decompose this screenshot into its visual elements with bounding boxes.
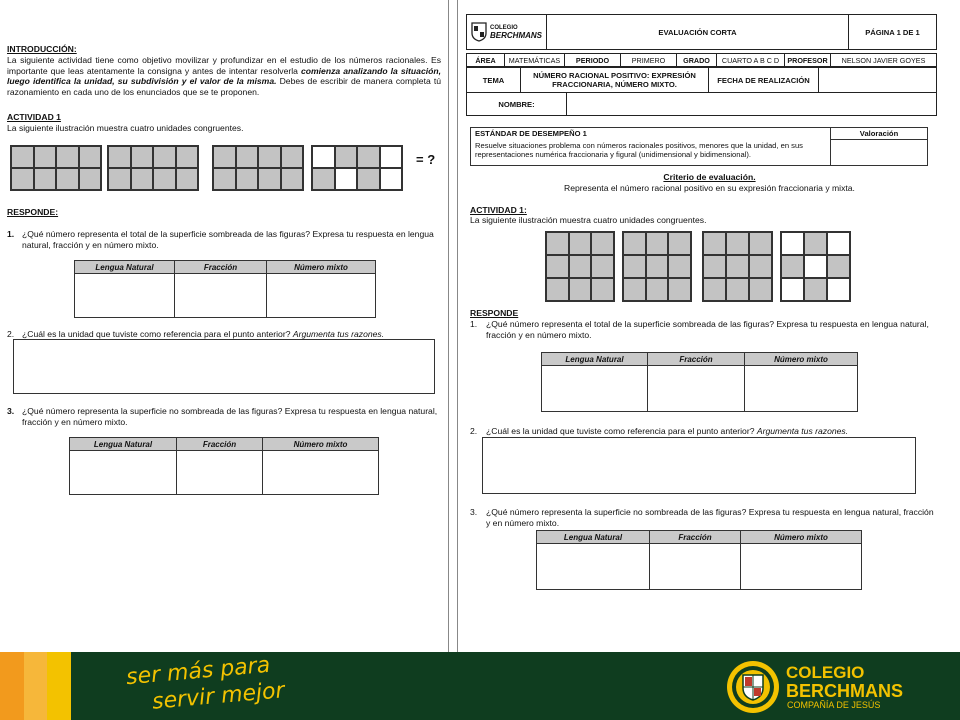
responde-label: RESPONDE: xyxy=(7,207,59,217)
criteria-title: Criterio de evaluación. xyxy=(663,172,756,182)
shaded-cell xyxy=(258,146,281,168)
unshaded-cell xyxy=(312,146,335,168)
unit-figure-3 xyxy=(212,145,304,191)
q2-question: ¿Cuál es la unidad que tuviste como referencia para el punto anterior? xyxy=(22,329,293,339)
q3-text: ¿Qué número representa la superficie no sombreada de las figuras? Expresa tu respuesta en lengua natural, fracción y en número mixto. xyxy=(22,406,438,427)
shaded-cell xyxy=(56,168,79,190)
shaded-cell xyxy=(646,255,669,278)
col-fraccion: Fracción xyxy=(177,438,263,451)
shaded-cell xyxy=(281,168,304,190)
answer-cell-fraccion[interactable] xyxy=(650,544,741,590)
shaded-cell xyxy=(827,255,850,278)
intro-title: INTRODUCCIÓN: xyxy=(7,44,77,54)
answer-cell-numero-mixto[interactable] xyxy=(263,451,379,495)
logo-cell xyxy=(467,15,547,50)
shaded-cell xyxy=(646,278,669,301)
shaded-cell xyxy=(131,146,154,168)
shaded-cell xyxy=(623,232,646,255)
criteria-text: Representa el número racional positivo en su expresión fraccionaria y mixta. xyxy=(564,183,855,193)
shaded-cell xyxy=(79,146,102,168)
col-lengua-natural: Lengua Natural xyxy=(537,531,650,544)
col-lengua-natural: Lengua Natural xyxy=(75,261,175,274)
q2-text xyxy=(22,329,442,340)
brand-berchmans: BERCHMANS xyxy=(786,681,903,701)
shaded-cell xyxy=(56,146,79,168)
shaded-cell xyxy=(34,146,57,168)
q2-answer-box[interactable] xyxy=(482,437,916,494)
answer-cell-numero-mixto[interactable] xyxy=(741,544,862,590)
left-worksheet-page xyxy=(0,0,449,652)
activity-title: ACTIVIDAD 1: xyxy=(470,205,527,215)
page-gap xyxy=(449,0,457,652)
q1-answer-table xyxy=(74,260,376,318)
unshaded-cell xyxy=(827,278,850,301)
footer-stripe-orange xyxy=(0,652,24,720)
shaded-cell xyxy=(591,232,614,255)
grade-label: GRADO xyxy=(677,54,717,67)
shaded-cell xyxy=(668,278,691,301)
unshaded-cell xyxy=(781,278,804,301)
answer-cell-fraccion[interactable] xyxy=(177,451,263,495)
shaded-cell xyxy=(108,146,131,168)
q3-answer-table xyxy=(536,530,862,590)
activity-text: La siguiente ilustración muestra cuatro unidades congruentes. xyxy=(7,123,244,133)
name-row-table xyxy=(466,92,937,116)
intro-text-bold: comienza analizando la situación, luego identifica la unidad, su subdivisión y el valor de la misma. xyxy=(7,65,441,87)
shaded-cell xyxy=(176,146,199,168)
shaded-cell xyxy=(153,168,176,190)
shaded-cell xyxy=(357,168,380,190)
shaded-cell xyxy=(726,232,749,255)
theme-value: NÚMERO RACIONAL POSITIVO: EXPRESIÓN FRACCIONARIA, NÚMERO MIXTO. xyxy=(521,68,709,93)
slogan-line-1: ser más para xyxy=(125,652,272,691)
shaded-cell xyxy=(79,168,102,190)
standard-table xyxy=(470,127,928,166)
shaded-cell xyxy=(213,168,236,190)
shaded-cell xyxy=(569,255,592,278)
standard-title: ESTÁNDAR DE DESEMPEÑO 1 xyxy=(471,128,831,140)
shaded-cell xyxy=(131,168,154,190)
intro-text-1: La siguiente actividad tiene como objetivo movilizar y profundizar en el estudio de los números racionales. Es importante que leas atentamente la consigna y antes de intentar resolverla xyxy=(7,55,441,76)
shaded-cell xyxy=(703,278,726,301)
col-numero-mixto: Número mixto xyxy=(267,261,376,274)
answer-cell-lengua-natural[interactable] xyxy=(70,451,177,495)
shaded-cell xyxy=(213,146,236,168)
area-label: ÁREA xyxy=(467,54,505,67)
period-label: PERIODO xyxy=(565,54,621,67)
q2-answer-box[interactable] xyxy=(13,339,435,394)
q3-number: 3. xyxy=(7,406,15,416)
right-worksheet-page xyxy=(457,0,960,652)
shaded-cell xyxy=(546,255,569,278)
shaded-cell xyxy=(11,146,34,168)
shaded-cell xyxy=(312,168,335,190)
eval-title: EVALUACIÓN CORTA xyxy=(547,15,849,50)
footer-stripe-yellow xyxy=(47,652,71,720)
answer-cell-lengua-natural[interactable] xyxy=(75,274,175,318)
area-value: MATEMÁTICAS xyxy=(505,54,565,67)
shaded-cell xyxy=(546,232,569,255)
teacher-label: PROFESOR xyxy=(785,54,831,67)
col-fraccion: Fracción xyxy=(650,531,741,544)
info-row-table xyxy=(466,53,937,67)
shaded-cell xyxy=(11,168,34,190)
q1-answer-table xyxy=(541,352,858,412)
header-table xyxy=(466,14,937,50)
shaded-cell xyxy=(668,255,691,278)
answer-cell-fraccion[interactable] xyxy=(175,274,267,318)
q2-argument: Argumenta tus razones. xyxy=(756,426,849,436)
q1-text: ¿Qué número representa el total de la superficie sombreada de las figuras? Expresa tu respuesta en lengua natural, fracción y en número mixto. xyxy=(22,229,434,250)
answer-cell-numero-mixto[interactable] xyxy=(745,366,858,412)
date-label: FECHA DE REALIZACIÓN xyxy=(709,68,819,93)
answer-cell-lengua-natural[interactable] xyxy=(542,366,648,412)
shaded-cell xyxy=(668,232,691,255)
valuation-field[interactable] xyxy=(831,140,928,166)
grade-value: CUARTO A B C D xyxy=(717,54,785,67)
unit-figure-1 xyxy=(10,145,102,191)
equals-question: = ? xyxy=(416,152,436,167)
q1-text: ¿Qué número representa el total de la superficie sombreada de las figuras? Expresa tu respuesta en lengua natural, fracción y en número mixto. xyxy=(486,319,929,340)
col-lengua-natural: Lengua Natural xyxy=(542,353,648,366)
q2-number: 2. xyxy=(7,329,15,339)
footer-stripe-light-orange xyxy=(24,652,47,720)
q2-text xyxy=(486,426,936,437)
q2-number: 2. xyxy=(470,426,478,436)
col-numero-mixto: Número mixto xyxy=(263,438,379,451)
theme-row-table xyxy=(466,67,937,93)
col-numero-mixto: Número mixto xyxy=(741,531,862,544)
unshaded-cell xyxy=(335,168,358,190)
shaded-cell xyxy=(34,168,57,190)
shaded-cell xyxy=(176,168,199,190)
slogan-line-2: servir mejor xyxy=(151,678,286,715)
col-lengua-natural: Lengua Natural xyxy=(70,438,177,451)
shaded-cell xyxy=(703,232,726,255)
shaded-cell xyxy=(236,168,259,190)
teacher-value: NELSON JAVIER GOYES xyxy=(831,54,937,67)
q2-question: ¿Cuál es la unidad que tuviste como referencia para el punto anterior? xyxy=(486,426,757,436)
unshaded-cell xyxy=(781,232,804,255)
shaded-cell xyxy=(623,278,646,301)
q2-argument: Argumenta tus razones. xyxy=(292,329,385,339)
shaded-cell xyxy=(591,278,614,301)
unit-figure-4 xyxy=(780,231,851,302)
shaded-cell xyxy=(749,278,772,301)
unshaded-cell xyxy=(827,232,850,255)
brand-colegio: COLEGIO xyxy=(786,663,865,682)
shaded-cell xyxy=(569,232,592,255)
answer-cell-fraccion[interactable] xyxy=(648,366,745,412)
q1-number: 1. xyxy=(470,319,478,329)
answer-cell-numero-mixto[interactable] xyxy=(267,274,376,318)
intro-paragraph xyxy=(7,55,441,97)
shaded-cell xyxy=(646,232,669,255)
activity-text: La siguiente ilustración muestra cuatro unidades congruentes. xyxy=(470,215,707,225)
shaded-cell xyxy=(281,146,304,168)
col-fraccion: Fracción xyxy=(648,353,745,366)
period-value: PRIMERO xyxy=(621,54,677,67)
unit-figure-2 xyxy=(107,145,199,191)
brand-compania: COMPAÑÍA DE JESÚS xyxy=(787,700,881,710)
col-fraccion: Fracción xyxy=(175,261,267,274)
activity-title: ACTIVIDAD 1 xyxy=(7,112,61,122)
school-seal-icon xyxy=(726,660,780,714)
unit-figure-1 xyxy=(545,231,615,302)
shaded-cell xyxy=(749,255,772,278)
shaded-cell xyxy=(726,278,749,301)
unshaded-cell xyxy=(804,255,827,278)
theme-label: TEMA xyxy=(467,68,521,93)
valuation-label: Valoración xyxy=(831,128,928,140)
logo-line-colegio: COLEGIO xyxy=(490,25,518,31)
unit-figure-2 xyxy=(622,231,692,302)
q3-number: 3. xyxy=(470,507,478,517)
shaded-cell xyxy=(236,146,259,168)
shaded-cell xyxy=(804,278,827,301)
name-field[interactable] xyxy=(567,93,937,116)
shaded-cell xyxy=(623,255,646,278)
shaded-cell xyxy=(335,146,358,168)
date-value-field[interactable] xyxy=(819,68,937,93)
page-label: PÁGINA 1 DE 1 xyxy=(849,15,937,50)
shaded-cell xyxy=(569,278,592,301)
logo-line-berchmans: BERCHMANS xyxy=(490,31,542,40)
unit-figure-3 xyxy=(702,231,773,302)
shaded-cell xyxy=(703,255,726,278)
answer-cell-lengua-natural[interactable] xyxy=(537,544,650,590)
q1-number: 1. xyxy=(7,229,15,239)
q3-answer-table xyxy=(69,437,379,495)
shaded-cell xyxy=(591,255,614,278)
shaded-cell xyxy=(108,168,131,190)
shaded-cell xyxy=(781,255,804,278)
shaded-cell xyxy=(726,255,749,278)
name-label: NOMBRE: xyxy=(467,93,567,116)
shaded-cell xyxy=(258,168,281,190)
shaded-cell xyxy=(546,278,569,301)
standard-text: Resuelve situaciones problema con números racionales positivos, menores que la unidad, en sus representaciones numérica fraccionaria y figural (unidimensional y bidimensional). xyxy=(471,140,831,166)
shaded-cell xyxy=(749,232,772,255)
school-crest-icon xyxy=(471,22,487,42)
col-numero-mixto: Número mixto xyxy=(745,353,858,366)
q3-text: ¿Qué número representa la superficie no sombreada de las figuras? Expresa tu respuesta en lengua natural, fracción y en número mixto. xyxy=(486,507,934,528)
shaded-cell xyxy=(153,146,176,168)
intro-text-2: Debes de escribir de manera completa tú razonamiento en cada uno de los enunciados que se te proponen. xyxy=(7,76,442,97)
shaded-cell xyxy=(804,232,827,255)
shaded-cell xyxy=(357,146,380,168)
responde-label: RESPONDE xyxy=(470,308,519,318)
unshaded-cell xyxy=(380,168,403,190)
unit-figure-4 xyxy=(311,145,403,191)
unshaded-cell xyxy=(380,146,403,168)
